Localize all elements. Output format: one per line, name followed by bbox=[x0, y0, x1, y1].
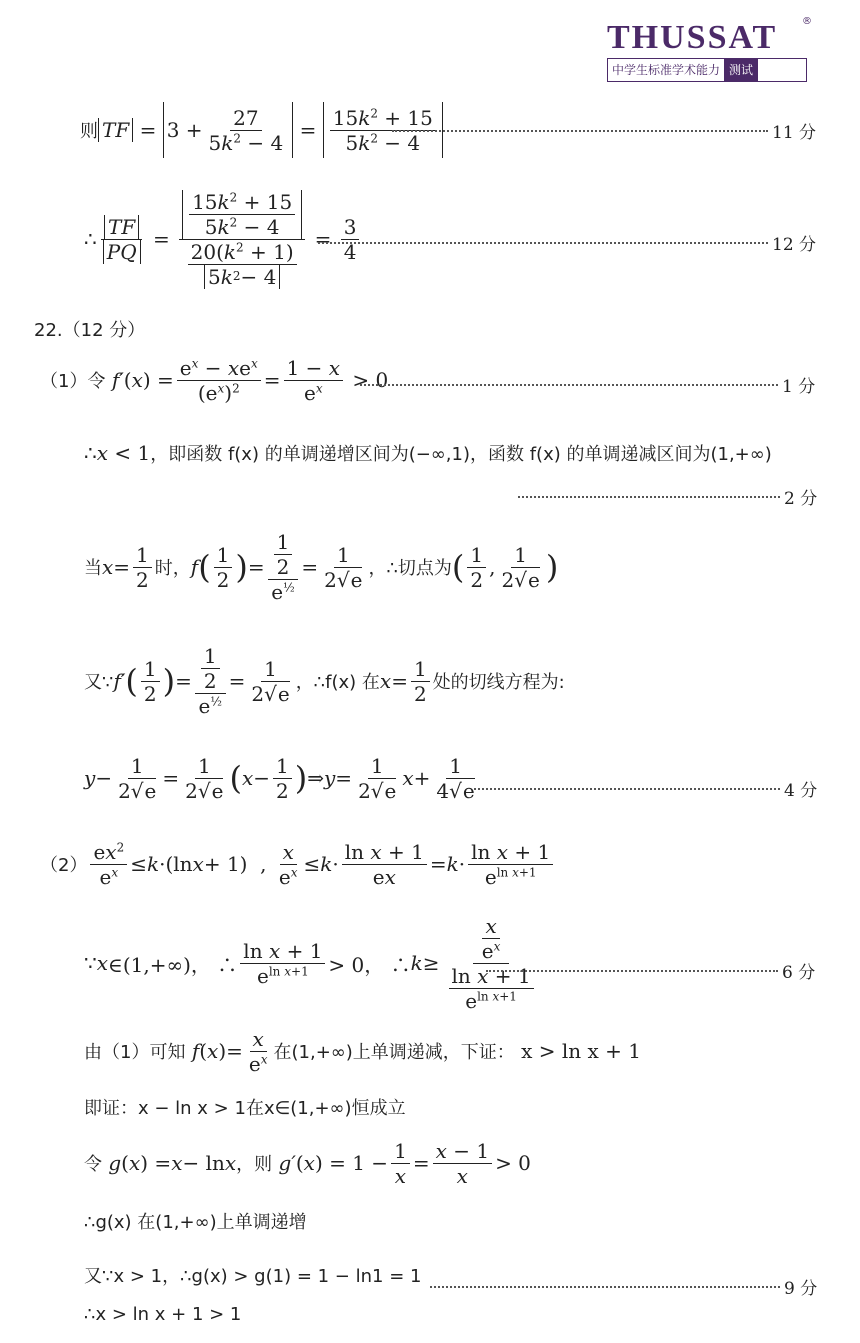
part2-inequality: （2） $\frac{ex^2}{e^x}$ ≤ k ·(ln x + 1) , $\frac{x}{e^x}$ ≤ k · $\frac{\text{ln x + 1}}{ex}$ = k · $\frac{\text{ln x + 1}}{e^{ln x+1}}$ bbox=[40, 836, 556, 892]
g-comparison: 又∵x > 1，∴g(x) > g(1) = 1 − ln1 = 1 bbox=[84, 1266, 422, 1287]
logo-tag: 测试 bbox=[724, 59, 758, 81]
part1-derivative: （1）令 f′ ( x ) = $\frac{e^x - xe^x}{(e^x)^2}$ = $\frac{1 - x}{e^x}$ > 0 bbox=[40, 355, 389, 405]
ratio-formula: ∴ $\frac{TF}{PQ}$ = $\frac{15k^2 + 15}{5k^2 - 4}$ $20(k^2 + 1)$ 5 k 2 − 4 = $\frac{3}{4}$ bbox=[84, 172, 362, 306]
tangent-point: 当 x = $\frac{1}{2}$ 时， f ( $\frac{1}{2}$ ) = $\frac{\frac{1}{2}}{e^{\frac{1}{2}}}$ = $\frac{1}{2√e}$ ，∴切点为 ( $\frac{1}{2}$ , $\frac{1}{2√e}$ ) bbox=[84, 530, 559, 604]
score-1: 1 分 bbox=[360, 372, 815, 397]
g-function: 令 g ( x ) = x − ln x ，则 g′ ( x ) = 1 − $\frac{1}{x}$ = $\frac{x - 1}{x}$ > 0 bbox=[84, 1138, 531, 1188]
score-11: 11 分 bbox=[392, 118, 816, 143]
registered-icon: ® bbox=[802, 16, 812, 27]
score-2: 2 分 bbox=[518, 484, 817, 509]
thussat-logo bbox=[607, 16, 812, 82]
score-4: 4 分 bbox=[474, 776, 817, 801]
k-range: ∵ x ∈(1,+∞)， ∴ $\frac{\text{ln x + 1}}{e^{ln x+1}}$ > 0， ∴ k ≥ $\frac{\frac{x}{e^x}}{\frac{\text{ln x + 1}}{e^{ln x+1}}}$ bbox=[84, 916, 543, 1010]
logo-subtitle: 中学生标准学术能力 bbox=[612, 63, 721, 77]
g-increasing: ∴g(x) 在(1,+∞)上单调递增 bbox=[84, 1212, 307, 1233]
known-decreasing: 由（1）可知 f ( x )= $\frac{x}{e^x}$ 在(1,+∞)上单调递减，下证： x > ln x + 1 bbox=[84, 1026, 642, 1076]
tangent-equation: y − $\frac{1}{2√e}$ = $\frac{1}{2√e}$ ( x − $\frac{1}{2}$ ) ⇒ y = $\frac{1}{2√e}$ x + $\frac{1}{4√e}$ bbox=[84, 753, 475, 803]
score-6: 6 分 bbox=[486, 958, 815, 983]
final-inequality: ∴x > ln x + 1 > 1 bbox=[84, 1304, 242, 1325]
question-22-title: 22.（12 分） bbox=[34, 320, 146, 341]
score-12: 12 分 bbox=[318, 230, 816, 255]
logo-word: THUSSAT bbox=[607, 19, 778, 56]
logo-bar bbox=[607, 58, 807, 82]
tf-formula: 则 TF = 3 + $\frac{27}{5k^2 - 4}$ = $\frac{15k^2 + 15}{5k^2 - 4}$ bbox=[80, 100, 443, 160]
tangent-slope: 又∵ f′ ( $\frac{1}{2}$ ) = $\frac{\frac{1}{2}}{e^{\frac{1}{2}}}$ = $\frac{1}{2√e}$ ，∴f(x) 在 x = $\frac{1}{2}$ 处的切线方程为: bbox=[84, 644, 565, 718]
prove-statement: 即证：x − ln x > 1在x∈(1,+∞)恒成立 bbox=[84, 1098, 406, 1119]
score-9: 9 分 bbox=[430, 1274, 817, 1299]
monotonic-intervals: ∴x < 1 ，即函数 f(x) 的单调递增区间为(−∞,1)，函数 f(x) 的单调递减区间为(1,+∞) bbox=[84, 441, 772, 465]
